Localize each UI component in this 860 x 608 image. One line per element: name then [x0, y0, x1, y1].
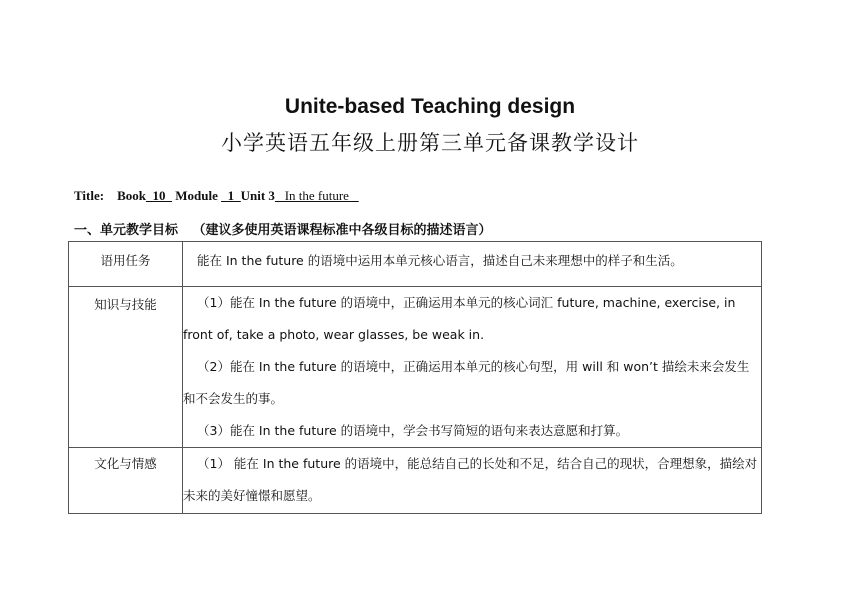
goal-text: （1） 能在 In the future 的语境中，能总结自己的长处和不足，结合自己的现状，合理想象，描绘对未来的美好憧憬和愿望。	[183, 456, 758, 503]
unit-goals-table	[68, 241, 762, 514]
goal-text: （2）能在 In the future 的语境中，正确运用本单元的核心句型，用 will 和 won’t 描绘未来会发生和不会发生的事。	[183, 359, 750, 406]
table-row	[69, 242, 762, 287]
row-content-cell	[183, 242, 762, 287]
goal-text: （3）能在 In the future 的语境中，学会书写简短的语句来表达意愿和打算。	[197, 423, 629, 438]
unit-value: In the future	[284, 188, 349, 203]
section-note: （建议多使用英语课程标准中各级目标的描述语言）	[192, 223, 492, 238]
row-label: 语用任务	[100, 253, 151, 268]
book-value: _10_	[146, 188, 172, 203]
goal-text: （1）能在 In the future 的语境中，正确运用本单元的核心词汇 future, machine, exercise, in front of, take a photo, wear glasses, be weak in.	[183, 295, 736, 342]
title-label: Title:	[74, 188, 105, 203]
row-label: 文化与情感	[94, 456, 157, 471]
table-row	[69, 448, 762, 514]
goal-text: 能在 In the future 的语境中运用本单元核心语言，描述自己未来理想中的样子和生活。	[197, 253, 683, 268]
section-title: 一、单元教学目标	[74, 223, 179, 238]
row-content-cell	[183, 287, 762, 448]
book-label: Book	[117, 188, 146, 203]
document-title-chinese: 小学英语五年级上册第三单元备课教学设计	[221, 131, 639, 155]
row-content-cell	[183, 448, 762, 514]
section-heading	[74, 219, 492, 238]
unit-label: Unit 3	[240, 188, 275, 203]
lesson-meta-line	[74, 188, 359, 204]
row-label-cell	[69, 448, 183, 514]
document-title-english: Unite-based Teaching design	[284, 95, 576, 118]
table-row	[69, 287, 762, 448]
row-label: 知识与技能	[94, 297, 157, 312]
module-value: _1_	[221, 188, 241, 203]
module-label: Module	[175, 188, 218, 203]
row-label-cell	[69, 242, 183, 287]
row-label-cell	[69, 287, 183, 448]
